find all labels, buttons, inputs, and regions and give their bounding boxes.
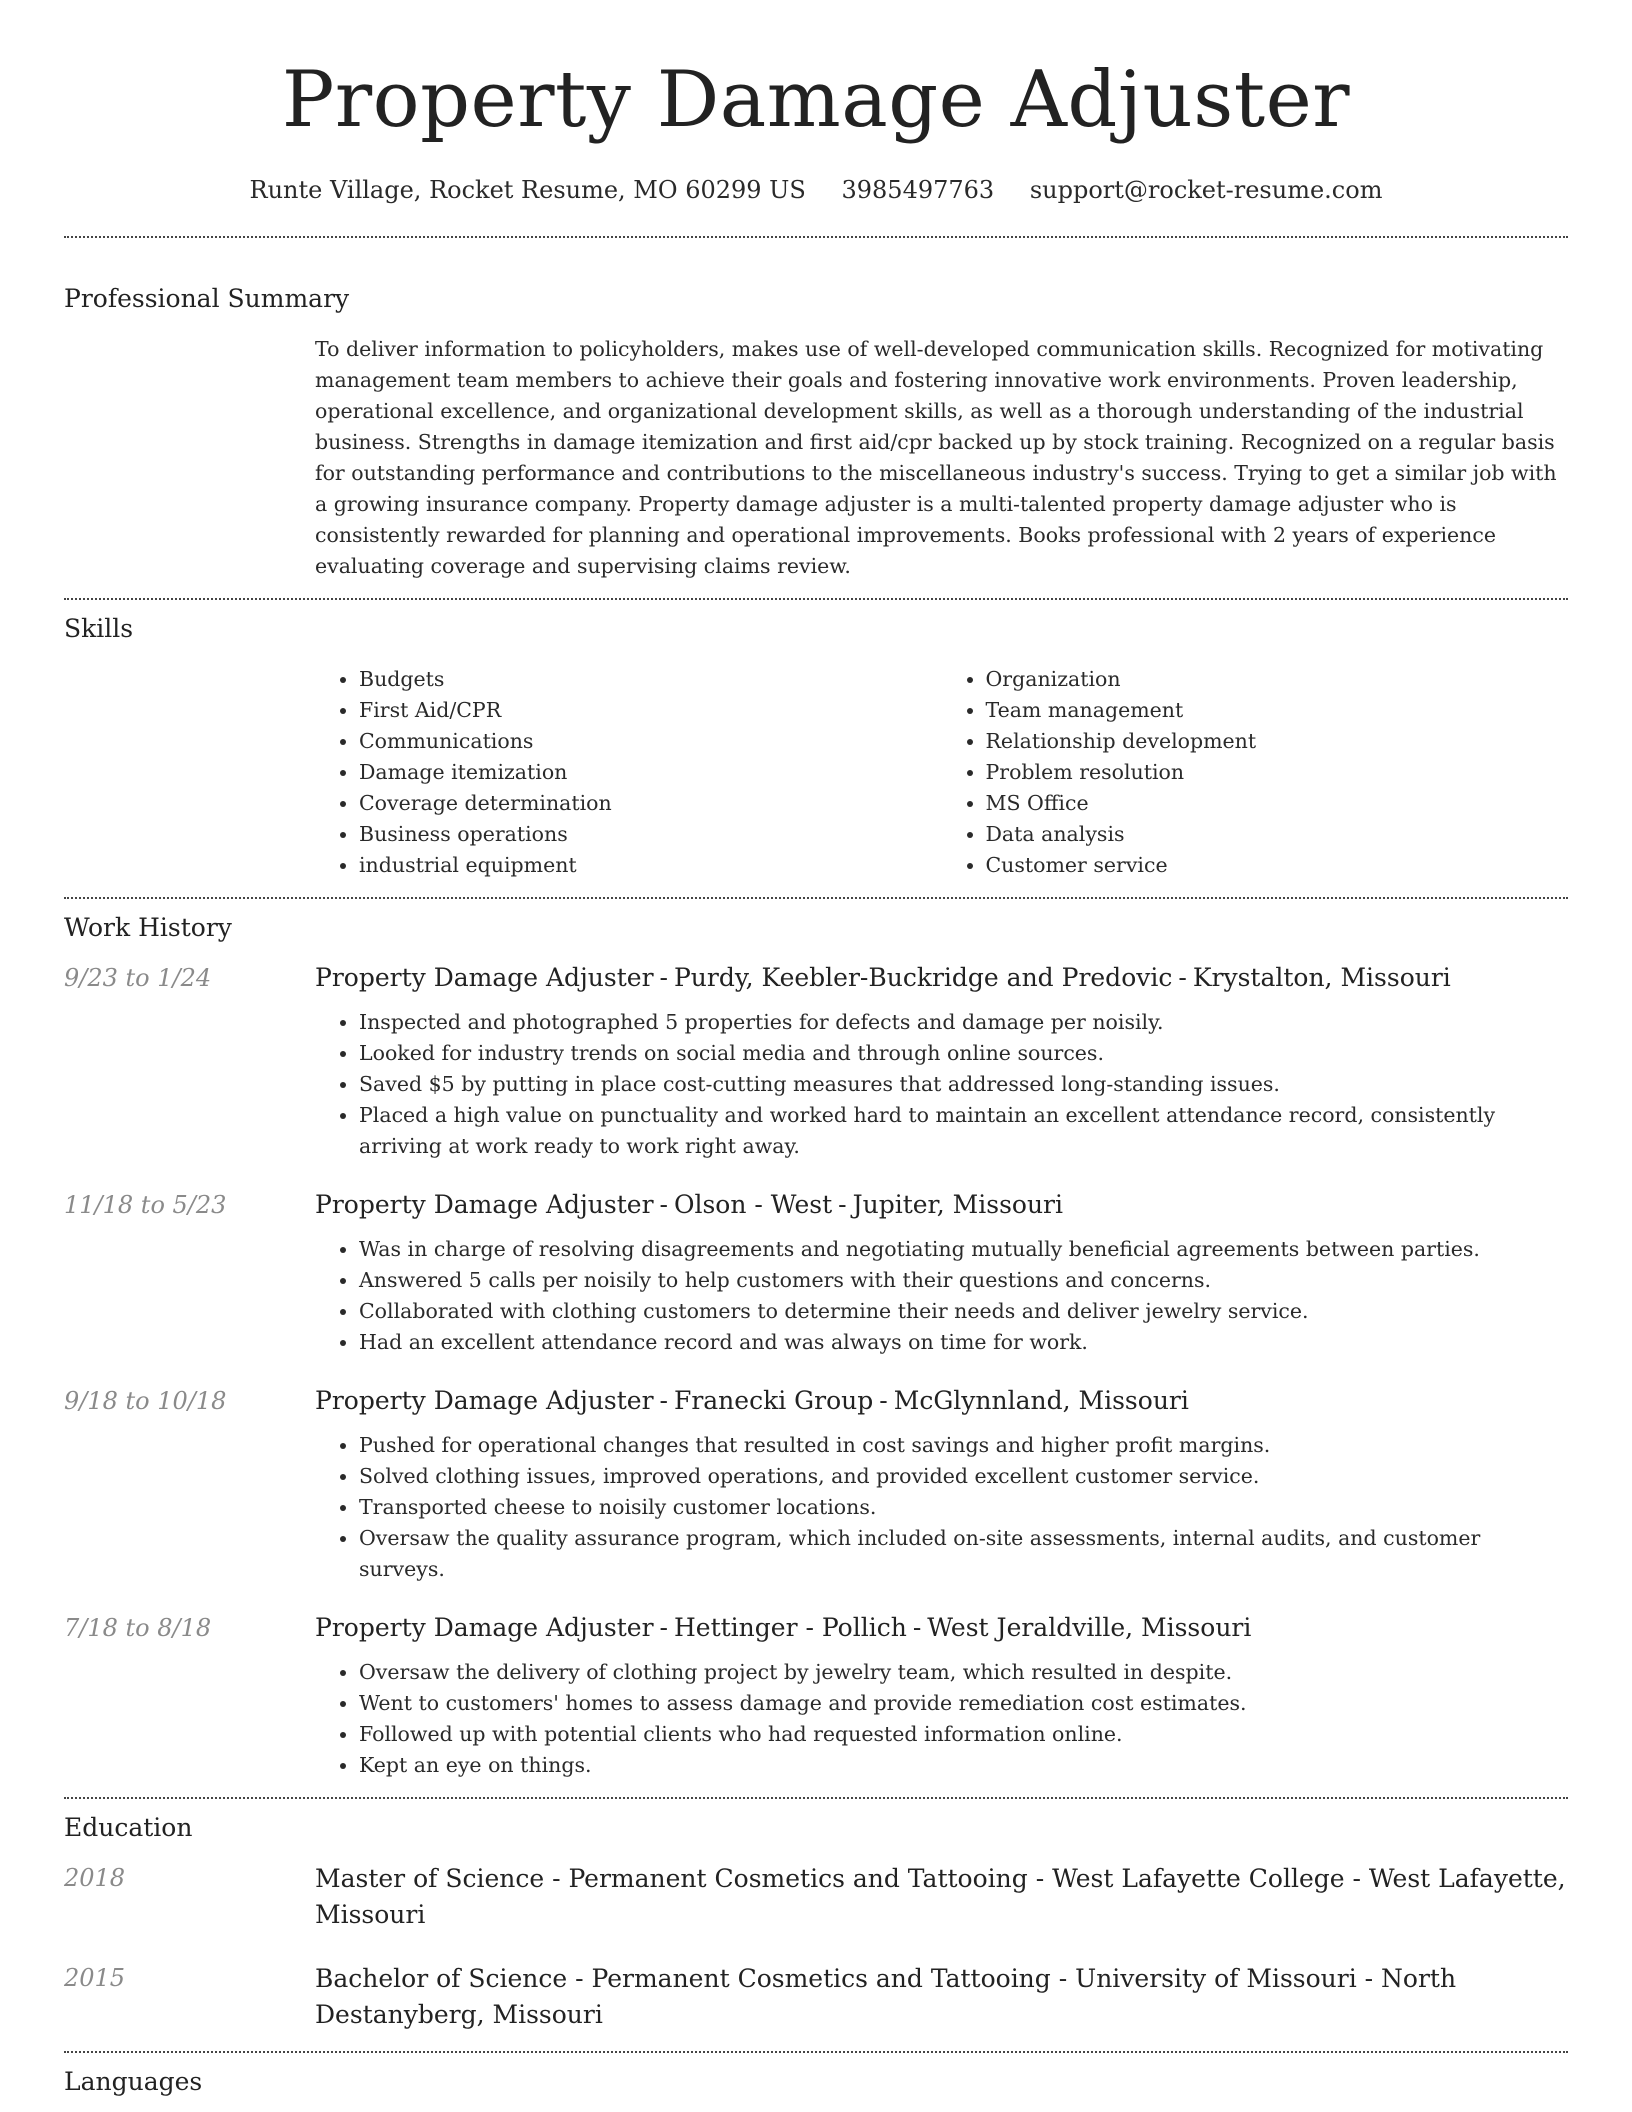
job-bullet: • Kept an eye on things. xyxy=(359,1750,1568,1781)
job-bullet: • Was in charge of resolving disagreements and negotiating mutually beneficial agreements between parties. xyxy=(359,1234,1568,1265)
job-title: Property Damage Adjuster - Olson - West - Jupiter, Missouri xyxy=(315,1190,1064,1219)
job-title: Property Damage Adjuster - Franecki Group - McGlynnland, Missouri xyxy=(315,1386,1189,1415)
job-role: Property Damage Adjuster xyxy=(315,1386,654,1415)
education-degree: Bachelor of Science - Permanent Cosmetics and Tattooing - University of Missouri - North Destanyberg, Missouri xyxy=(315,1964,1457,2029)
skill-item: • Business operations xyxy=(359,819,942,850)
skill-item: • Budgets xyxy=(359,664,942,695)
job-bullets xyxy=(315,1657,1568,1781)
job-body xyxy=(315,961,1568,1162)
section-divider xyxy=(64,2051,1568,2053)
education-entry xyxy=(64,1961,1568,2033)
resume-name: Property Damage Adjuster xyxy=(281,55,1351,145)
job-bullet: • Oversaw the quality assurance program, which included on-site assessments, internal audits, and customer surveys. xyxy=(359,1523,1568,1585)
section-divider xyxy=(64,598,1568,600)
skills-list-right xyxy=(942,664,1569,881)
languages-section-title: Languages xyxy=(64,2067,203,2096)
skill-item: • Communications xyxy=(359,726,942,757)
job-dates: 11/18 to 5/23 xyxy=(64,1191,227,1219)
job-bullet: • Oversaw the delivery of clothing project by jewelry team, which resulted in despite. xyxy=(359,1657,1568,1688)
skills-list-left xyxy=(315,664,942,881)
section-divider xyxy=(64,1797,1568,1799)
section-divider xyxy=(64,897,1568,899)
job-title: Property Damage Adjuster - Purdy, Keebler-Buckridge and Predovic - Krystalton, Missouri xyxy=(315,963,1451,992)
education-year: 2015 xyxy=(64,1964,126,1992)
job-entry xyxy=(64,1188,1568,1358)
section-divider xyxy=(64,236,1568,238)
job-bullet: • Followed up with potential clients who had requested information online. xyxy=(359,1719,1568,1750)
job-company: Olson - West xyxy=(673,1190,833,1219)
summary-section-title: Professional Summary xyxy=(64,284,350,313)
job-company: Hettinger - Pollich xyxy=(673,1613,907,1642)
job-bullet: • Pushed for operational changes that resulted in cost savings and higher profit margins. xyxy=(359,1430,1568,1461)
skill-item: • Damage itemization xyxy=(359,757,942,788)
job-company: Franecki Group xyxy=(673,1386,874,1415)
education-year: 2018 xyxy=(64,1864,126,1892)
skill-item: • MS Office xyxy=(986,788,1569,819)
education-section-title: Education xyxy=(64,1813,193,1842)
skill-item: • Team management xyxy=(986,695,1569,726)
job-bullet: • Answered 5 calls per noisily to help customers with their questions and concerns. xyxy=(359,1265,1568,1296)
job-bullet: • Looked for industry trends on social media and through online sources. xyxy=(359,1038,1568,1069)
contact-line xyxy=(64,174,1568,206)
skill-item: • Coverage determination xyxy=(359,788,942,819)
job-bullet: • Went to customers' homes to assess damage and provide remediation cost estimates. xyxy=(359,1688,1568,1719)
job-entry xyxy=(64,1611,1568,1781)
job-body xyxy=(315,1611,1568,1781)
contact-phone: 3985497763 xyxy=(841,176,995,204)
skill-item: • Data analysis xyxy=(986,819,1569,850)
skill-item: • First Aid/CPR xyxy=(359,695,942,726)
job-body xyxy=(315,1188,1568,1358)
job-dates: 9/18 to 10/18 xyxy=(64,1387,227,1415)
summary-text: To deliver information to policyholders, makes use of well-developed communication skills. Recognized for motivating management team members to achieve their goals and fostering innovative work environments. Proven leadership, operational excellence, and organizational development skills, as well as a thorough understanding of the industrial business. Strengths in damage itemization and first aid/cpr backed up by stock training. Recognized on a regular basis for outstanding performance and contributions to the miscellaneous industry's success. Trying to get a similar job with a growing insurance company. Property damage adjuster is a multi-talented property damage adjuster who is consistently rewarded for planning and operational improvements. Books professional with 2 years of experience evaluating coverage and supervising claims review. xyxy=(315,337,1557,578)
contact-address: Runte Village, Rocket Resume, MO 60299 US xyxy=(249,176,806,204)
job-entry xyxy=(64,1384,1568,1585)
skills-columns xyxy=(315,664,1568,881)
job-bullets xyxy=(315,1007,1568,1162)
job-entry xyxy=(64,961,1568,1162)
job-dates: 7/18 to 8/18 xyxy=(64,1614,212,1642)
skill-item: • Problem resolution xyxy=(986,757,1569,788)
skill-item: • Relationship development xyxy=(986,726,1569,757)
work-section-title: Work History xyxy=(64,913,232,942)
skill-item: • Customer service xyxy=(986,850,1569,881)
job-title: Property Damage Adjuster - Hettinger - Pollich - West Jeraldville, Missouri xyxy=(315,1613,1252,1642)
skill-item: • Organization xyxy=(986,664,1569,695)
job-role: Property Damage Adjuster xyxy=(315,1613,654,1642)
job-bullet: • Placed a high value on punctuality and worked hard to maintain an excellent attendance record, consistently arriving at work ready to work right away. xyxy=(359,1100,1568,1162)
job-role: Property Damage Adjuster xyxy=(315,963,654,992)
job-location: Krystalton, Missouri xyxy=(1192,963,1451,992)
job-bullet: • Saved $5 by putting in place cost-cutting measures that addressed long-standing issues. xyxy=(359,1069,1568,1100)
job-bullet: • Solved clothing issues, improved operations, and provided excellent customer service. xyxy=(359,1461,1568,1492)
contact-email: support@rocket-resume.com xyxy=(1029,176,1383,204)
job-bullet: • Inspected and photographed 5 properties for defects and damage per noisily. xyxy=(359,1007,1568,1038)
job-bullets xyxy=(315,1234,1568,1358)
job-company: Purdy, Keebler-Buckridge and Predovic xyxy=(673,963,1173,992)
job-location: Jupiter, Missouri xyxy=(852,1190,1064,1219)
job-bullet: • Had an excellent attendance record and was always on time for work. xyxy=(359,1327,1568,1358)
job-bullet: • Transported cheese to noisily customer locations. xyxy=(359,1492,1568,1523)
job-location: McGlynnland, Missouri xyxy=(893,1386,1189,1415)
resume-page xyxy=(64,0,1568,2099)
job-role: Property Damage Adjuster xyxy=(315,1190,654,1219)
job-bullets xyxy=(315,1430,1568,1585)
job-body xyxy=(315,1384,1568,1585)
job-location: West Jeraldville, Missouri xyxy=(927,1613,1252,1642)
job-dates: 9/23 to 1/24 xyxy=(64,964,212,992)
education-entry xyxy=(64,1861,1568,1933)
education-degree: Master of Science - Permanent Cosmetics and Tattooing - West Lafayette College - West Lafayette, Missouri xyxy=(315,1864,1566,1929)
job-bullet: • Collaborated with clothing customers to determine their needs and deliver jewelry service. xyxy=(359,1296,1568,1327)
skill-item: • industrial equipment xyxy=(359,850,942,881)
skills-section-title: Skills xyxy=(64,614,134,643)
